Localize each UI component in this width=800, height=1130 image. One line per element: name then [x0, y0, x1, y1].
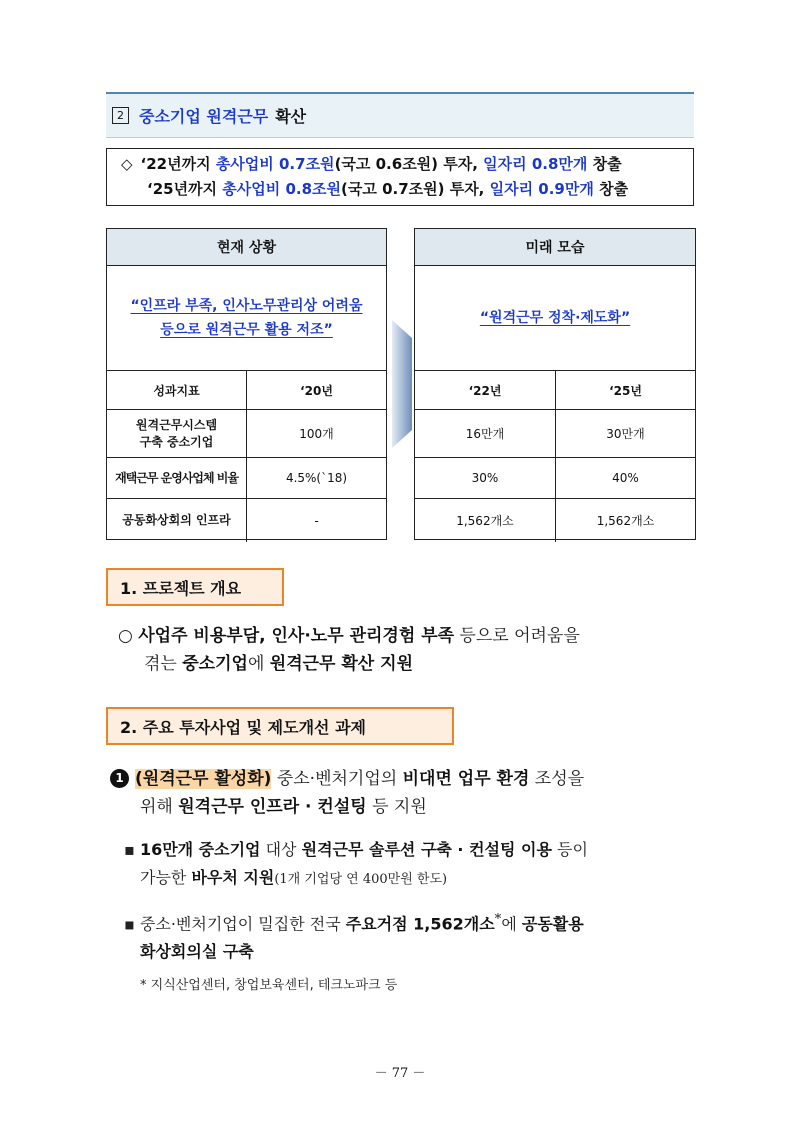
arrow-right-icon — [392, 320, 412, 448]
overview-text: 겪는 — [144, 654, 183, 674]
overview-paragraph — [118, 622, 708, 678]
quote-line: “인프라 부족, 인사노무관리상 어려움 — [130, 298, 363, 314]
table-row — [107, 458, 386, 499]
item-bold: 원격근무 인프라 · 컨설팅 — [178, 797, 367, 817]
table-row — [107, 499, 386, 542]
indicator-label-line: 구축 중소기업 — [139, 434, 214, 449]
sub-item-line — [124, 864, 710, 894]
indicator-label-line: 원격근무시스템 — [135, 417, 218, 432]
sub-item-bold: 주요거점 1,562개소 — [345, 914, 495, 934]
square-bullet-icon: ▪ — [124, 914, 135, 934]
sub-item-bold: 16만개 중소기업 — [139, 840, 261, 859]
table-header-row — [107, 371, 386, 410]
goal-text: 창출 — [587, 155, 622, 173]
goal-text: (국고 0.7조원) 투자, — [341, 180, 490, 198]
heading-investment-projects: 2. 주요 투자사업 및 제도개선 과제 — [106, 707, 454, 745]
footnote-mark: * — [494, 912, 502, 927]
goal-line-2022 — [121, 152, 693, 177]
sub-item-video-conference — [124, 906, 710, 966]
item-text: 조성을 — [529, 769, 585, 789]
number-badge-icon: 1 — [110, 769, 129, 788]
circle-bullet-icon: ○ — [118, 626, 133, 646]
goal-jobs: 일자리 0.8만개 — [483, 155, 588, 173]
goal-text: ‘25년까지 — [147, 180, 223, 198]
item-text: 중소·벤처기업의 — [271, 769, 403, 789]
item-bold: 비대면 업무 환경 — [402, 769, 530, 789]
page-number: － 77 － — [374, 1066, 426, 1081]
item-line — [110, 793, 710, 821]
table-row — [415, 458, 695, 499]
item-remote-work — [110, 765, 710, 821]
goal-budget: 총사업비 0.8조원 — [222, 180, 342, 198]
year-2022-header: ‘22년 — [415, 371, 556, 409]
sub-item-text: 에 — [501, 914, 522, 934]
value-2025: 1,562개소 — [596, 514, 655, 528]
sub-item-line — [124, 836, 710, 864]
current-status-header: 현재 상황 — [107, 229, 386, 266]
section-title — [106, 92, 694, 138]
value-2020: 4.5%(`18) — [285, 471, 348, 485]
table-row — [415, 410, 695, 458]
sub-item-bold: 원격근무 솔루션 구축 · 컨설팅 이용 — [301, 840, 552, 859]
value-2025: 30만개 — [606, 427, 645, 441]
goal-budget: 총사업비 0.7조원 — [215, 155, 335, 173]
item-line — [110, 765, 710, 793]
sub-item-line — [124, 938, 710, 966]
sub-item-bold: 바우처 지원 — [191, 868, 275, 887]
value-2025: 40% — [612, 471, 639, 485]
overview-bold: 원격근무 확산 지원 — [269, 654, 413, 674]
goal-line-2025 — [121, 177, 693, 202]
quote-line: 등으로 원격근무 활용 저조” — [160, 322, 333, 338]
indicator-column-header: 성과지표 — [107, 371, 247, 409]
section-number: 2 — [112, 107, 129, 124]
table-row — [107, 410, 386, 458]
square-bullet-icon: ▪ — [124, 840, 135, 859]
item-text: 위해 — [140, 797, 179, 817]
goal-text: ‘22년까지 — [140, 155, 216, 173]
sub-item-text: (1개 기업당 연 400만원 한도) — [274, 872, 448, 887]
footnote: * 지식산업센터, 창업보육센터, 테크노파크 등 — [140, 978, 398, 993]
item-text: 등 지원 — [366, 797, 427, 817]
sub-item-text: 중소·벤처기업이 밀집한 전국 — [134, 914, 346, 934]
sub-item-text: 등이 — [551, 840, 588, 859]
goal-box — [106, 148, 694, 206]
indicator-label: 재택근무 운영사업체 비율 — [107, 458, 247, 498]
quote-line: “원격근무 정착·제도화” — [479, 310, 631, 326]
sub-item-bold: 공동활용 — [521, 914, 584, 934]
table-header-row — [415, 371, 695, 410]
section-title-rest: 확산 — [275, 107, 307, 126]
overview-line — [118, 650, 708, 678]
year-2025-header: ‘25년 — [609, 383, 642, 398]
future-vision-panel — [414, 228, 696, 540]
value-2022: 1,562개소 — [415, 499, 556, 542]
goal-text: (국고 0.6조원) 투자, — [334, 155, 484, 173]
sub-item-text: 가능한 — [140, 868, 192, 887]
overview-text: 에 — [247, 654, 270, 674]
indicator-label: 공동화상회의 인프라 — [107, 499, 247, 542]
diamond-bullet-icon: ◇ — [121, 155, 133, 173]
sub-item-line — [124, 906, 710, 938]
sub-item-text: 대상 — [260, 840, 302, 859]
overview-line — [118, 622, 708, 650]
section-title-highlight: 중소기업 원격근무 — [139, 107, 269, 126]
table-row — [415, 499, 695, 542]
current-status-panel — [106, 228, 387, 540]
overview-bold: 사업주 비용부담, 인사·노무 관리경험 부족 — [138, 626, 455, 646]
future-vision-quote — [415, 266, 695, 371]
value-2020: 100개 — [299, 427, 334, 441]
year-2020-header: ‘20년 — [300, 383, 333, 398]
goal-jobs: 일자리 0.9만개 — [489, 180, 594, 198]
value-2022: 30% — [415, 458, 556, 498]
indicator-label — [107, 410, 247, 457]
overview-bold: 중소기업 — [182, 654, 248, 674]
current-status-quote — [107, 266, 386, 371]
overview-text: 등으로 어려움을 — [454, 626, 580, 646]
item-title: (원격근무 활성화) — [135, 769, 272, 789]
heading-project-overview: 1. 프로젝트 개요 — [106, 568, 284, 606]
sub-item-voucher — [124, 836, 710, 894]
value-2022: 16만개 — [415, 410, 556, 457]
value-2020: - — [314, 513, 319, 528]
sub-item-bold: 화상회의실 구축 — [140, 942, 254, 962]
goal-text: 창출 — [593, 180, 629, 198]
future-vision-header: 미래 모습 — [415, 229, 695, 266]
